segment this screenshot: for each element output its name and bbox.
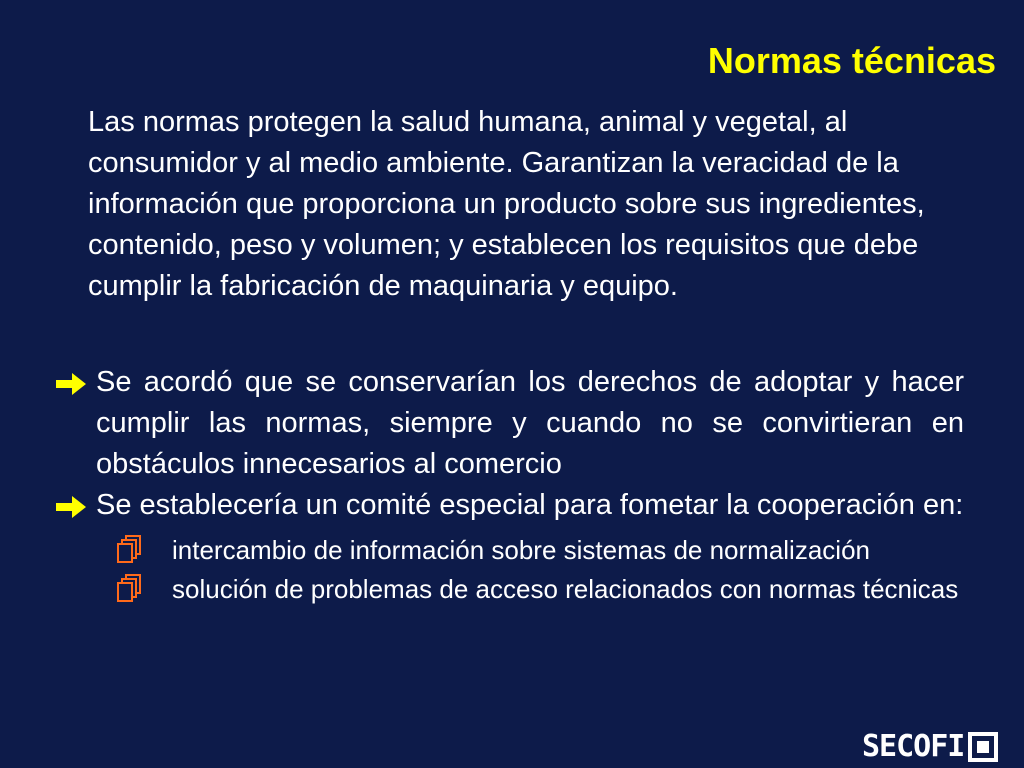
sub-bullet-text: solución de problemas de acceso relacionados con normas técnicas [172,574,959,604]
arrow-right-icon [54,493,88,521]
bullet-item [54,485,964,526]
intro-paragraph: Las normas protegen la salud humana, animal y vegetal, al consumidor y al medio ambiente. Garantizan la veracidad de la información que proporciona un producto sobre sus ingredientes, contenido, peso y volumen; y establecen los requisitos que debe cumplir la fabricación de maquinaria y equipo. [88,106,925,302]
bullet-item [54,362,964,485]
bullet-list [54,362,964,610]
arrow-right-icon [54,370,88,398]
document-stack-icon [114,573,146,605]
document-stack-icon [114,534,146,566]
bullet-text: Se establecería un comité especial para fometar la cooperación en: [96,489,964,521]
sub-bullet-text: intercambio de información sobre sistemas de normalización [172,535,870,565]
secofi-logo [862,730,998,764]
logo-emblem-icon [968,732,998,762]
sub-bullet-item [172,532,964,569]
sub-bullet-item [172,571,964,608]
logo-text: SECOFI [862,729,965,764]
bullet-text: Se acordó que se conservarían los derechos de adoptar y hacer cumplir las normas, siempre y cuando no se convirtieran en obstáculos innecesarios al comercio [96,366,964,480]
slide-title: Normas técnicas [707,40,996,81]
sub-bullet-list [54,532,964,608]
